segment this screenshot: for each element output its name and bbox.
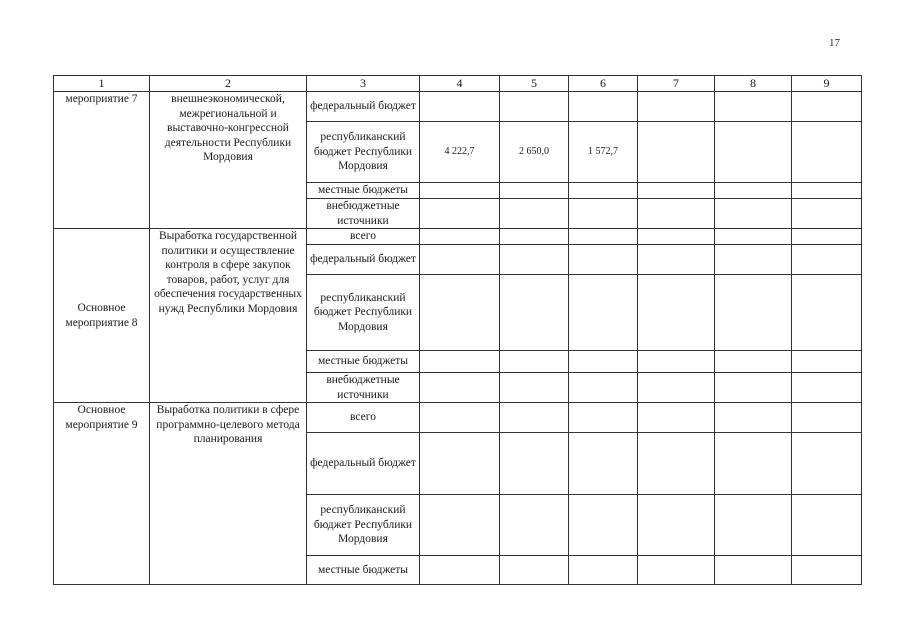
funding-source: федеральный бюджет [307, 92, 420, 122]
header-cell: 4 [420, 76, 500, 92]
value-cell [500, 433, 569, 495]
value-cell [715, 351, 792, 373]
value-cell [420, 183, 500, 199]
value-cell: 1 572,7 [569, 122, 638, 183]
value-cell [792, 373, 862, 403]
header-cell: 7 [638, 76, 715, 92]
value-cell [500, 199, 569, 229]
value-cell [420, 403, 500, 433]
activity-label: Основное мероприятие 9 [54, 403, 150, 585]
value-cell [638, 122, 715, 183]
value-cell [638, 229, 715, 245]
value-cell [638, 373, 715, 403]
value-cell [569, 373, 638, 403]
value-cell [500, 556, 569, 585]
value-cell [638, 92, 715, 122]
funding-source: внебюджетные источники [307, 373, 420, 403]
value-cell [638, 403, 715, 433]
value-cell [569, 92, 638, 122]
value-cell [420, 351, 500, 373]
value-cell [569, 199, 638, 229]
value-cell [715, 403, 792, 433]
value-cell [715, 275, 792, 351]
funding-source: местные бюджеты [307, 183, 420, 199]
value-cell [715, 183, 792, 199]
value-cell [638, 433, 715, 495]
value-cell [420, 245, 500, 275]
value-cell [569, 229, 638, 245]
value-cell [715, 556, 792, 585]
value-cell [792, 433, 862, 495]
value-cell [420, 556, 500, 585]
value-cell [420, 199, 500, 229]
value-cell [792, 229, 862, 245]
value-cell [569, 495, 638, 556]
value-cell [792, 403, 862, 433]
funding-source: республиканский бюджет Республики Мордовия [307, 275, 420, 351]
funding-source: федеральный бюджет [307, 433, 420, 495]
value-cell [569, 433, 638, 495]
funding-source: местные бюджеты [307, 351, 420, 373]
funding-source: республиканский бюджет Республики Мордовия [307, 495, 420, 556]
value-cell [715, 495, 792, 556]
value-cell [500, 183, 569, 199]
table-row [54, 229, 862, 245]
value-cell [638, 275, 715, 351]
value-cell: 2 650,0 [500, 122, 569, 183]
value-cell [715, 199, 792, 229]
value-cell [792, 92, 862, 122]
value-cell [500, 373, 569, 403]
value-cell [792, 199, 862, 229]
value-cell [569, 351, 638, 373]
value-cell [420, 275, 500, 351]
value-cell [569, 245, 638, 275]
value-cell [420, 229, 500, 245]
value-cell [792, 183, 862, 199]
header-cell: 6 [569, 76, 638, 92]
funding-source: внебюджетные источники [307, 199, 420, 229]
value-cell [715, 245, 792, 275]
value-cell [792, 122, 862, 183]
header-cell: 9 [792, 76, 862, 92]
value-cell [569, 556, 638, 585]
header-cell: 8 [715, 76, 792, 92]
value-cell [792, 495, 862, 556]
funding-source: всего [307, 403, 420, 433]
page-number: 17 [829, 37, 840, 49]
activity-description: Выработка государственной политики и осуществление контроля в сфере закупок товаров, работ, услуг для обеспечения государственных нужд Республики Мордовия [150, 229, 307, 403]
value-cell [569, 403, 638, 433]
value-cell [569, 183, 638, 199]
value-cell [500, 92, 569, 122]
value-cell [638, 351, 715, 373]
value-cell [500, 275, 569, 351]
value-cell [420, 373, 500, 403]
header-cell: 3 [307, 76, 420, 92]
activity-label: Основное мероприятие 8 [54, 229, 150, 403]
activity-label: мероприятие 7 [54, 92, 150, 229]
value-cell [638, 556, 715, 585]
value-cell [420, 92, 500, 122]
header-row [54, 76, 862, 92]
activity-description: внешнеэкономической, межрегиональной и выставочно-конгрессной деятельности Республики Мордовия [150, 92, 307, 229]
value-cell [638, 183, 715, 199]
header-cell: 2 [150, 76, 307, 92]
table-row [54, 403, 862, 433]
funding-source: республиканский бюджет Республики Мордовия [307, 122, 420, 183]
value-cell [638, 199, 715, 229]
funding-source: всего [307, 229, 420, 245]
table-row [54, 92, 862, 122]
value-cell [638, 495, 715, 556]
value-cell [792, 275, 862, 351]
value-cell [715, 122, 792, 183]
value-cell [420, 495, 500, 556]
value-cell [500, 229, 569, 245]
value-cell [420, 433, 500, 495]
value-cell [715, 92, 792, 122]
activity-description: Выработка политики в сфере программно-целевого метода планирования [150, 403, 307, 585]
value-cell [792, 556, 862, 585]
funding-source: федеральный бюджет [307, 245, 420, 275]
header-cell: 5 [500, 76, 569, 92]
value-cell [500, 245, 569, 275]
value-cell [715, 433, 792, 495]
value-cell [500, 403, 569, 433]
value-cell [500, 351, 569, 373]
value-cell [638, 245, 715, 275]
value-cell: 4 222,7 [420, 122, 500, 183]
funding-source: местные бюджеты [307, 556, 420, 585]
value-cell [792, 245, 862, 275]
value-cell [500, 495, 569, 556]
value-cell [715, 373, 792, 403]
header-cell: 1 [54, 76, 150, 92]
value-cell [715, 229, 792, 245]
value-cell [792, 351, 862, 373]
budget-table [53, 75, 862, 585]
value-cell [569, 275, 638, 351]
